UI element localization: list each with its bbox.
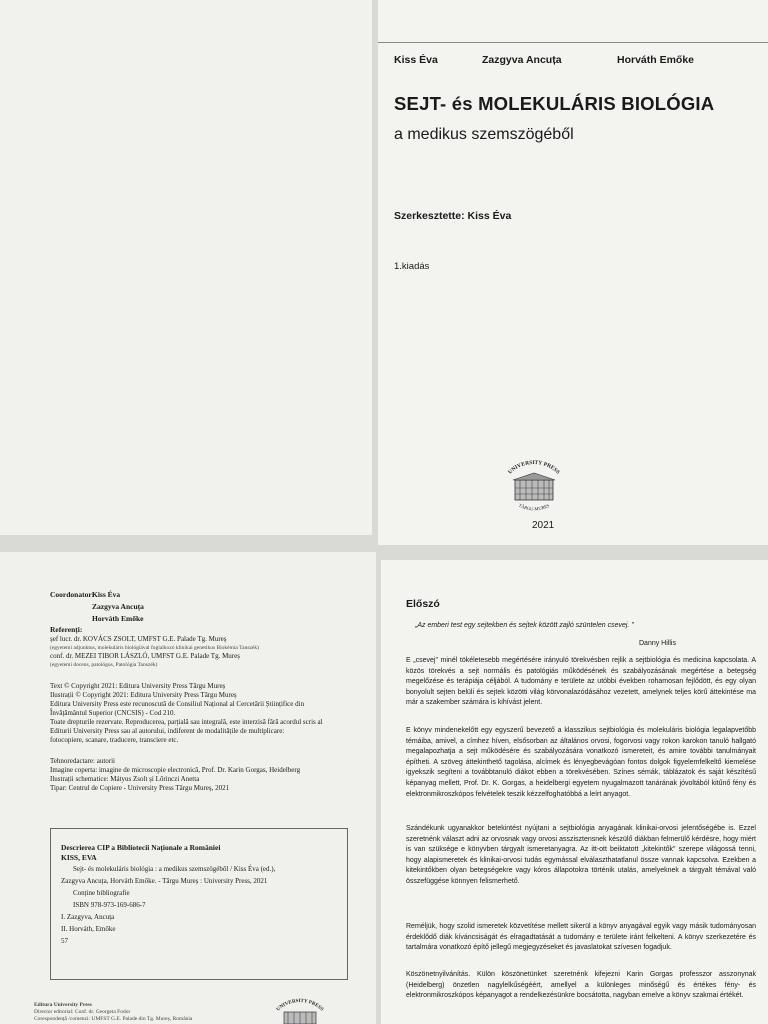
preface-paragraph: Reméljük, hogy szolid ismeretek közvetítése mellett sikerül a könyv anyagával egyik vagy másik tudományosan érdeklődő diák kíváncsiságát és elragadtatását a tudomány e területe iránt felkelteni. A könyv szerkezetére és tartalmára vonatkozó építő jellegű megjegyzéseket és javaslatokat szívesen fogadjuk. [406, 923, 756, 952]
credits-line: Imagine coperta: imagine de microscopie electronică, Prof. Dr. Karin Gorgas, Heidelberg [50, 766, 301, 774]
footer-line: Corespondență /comenzi: UMFST G.E. Palade din Tg. Mureș, România [34, 1016, 193, 1022]
publication-year: 2021 [532, 520, 555, 531]
publisher-logo-top-text: UNIVERSITY PRESS [507, 459, 561, 476]
preface-paragraph: Köszönetnyilvánítás. Külön köszönetünket szeretnénk kifejezni Karin Gorgas professzor asszonynak (Heidelberg) önzetlen nagylelkűségéért, amellyel a különleges minőségű és értékes fény- és elektronmikroszkópos képanyagot a rendelkezésünkre bocsátotta, nagyban emelve a könyv szakmai értékét. [406, 971, 756, 1000]
copyright-line: Învățământul Superior (CNCSIS) - Cod 210. [50, 709, 176, 717]
book-title: SEJT- és MOLEKULÁRIS BIOLÓGIA [394, 93, 715, 114]
credits-line: Tehnoredactare: autorii [50, 757, 116, 765]
copyright-line: fotocopiere, scanare, traducere, transciere etc. [50, 736, 179, 744]
preface-heading: Előszó [406, 598, 440, 610]
copyright-line: Editura University Press este recunoscută de Consiliul Național al Cercetării Științifice din [50, 700, 305, 708]
cip-box [50, 828, 348, 980]
author-1: Kiss Éva [394, 54, 438, 66]
epigraph-author: Danny Hillis [639, 640, 676, 647]
preface-paragraph: E könyv mindenekelőtt egy egyszerű bevezető a klasszikus sejtbiológia és molekuláris biológia legalapvetőbb témáiba, amivel, a címhez híven, elsősorban az általános orvosi, fogorvosi vagy rokon karokon tanuló hallgató megalapozhatja a sejt működésére és szabályozására vonatkozó ismereteit, és amire további tanulmányait építheti. A szöveg áttekinthető tagolása, alcímek és lényegbevágóan fontos dolgok figyelemfelkeltő kiemelése igyekszik segíteni a továbbtanuló diákot ebben a törekvésében. Színes sémák, táblázatok és saját készítésű képanyag mellett, Prof. Dr. K. Gorgas, a heidelbergi egyetem nyugalmazott tanárának jóvoltából kitűnő fény és elektronmikroszkópos felvételek teszik kézzelfoghatóbbá a leírt anyagot. [406, 727, 756, 798]
epigraph-quote: „Az emberi test egy sejtekben és sejtek között zajló szüntelen csevej. " [415, 622, 634, 629]
referee-2: conf. dr. MEZEI TIBOR LÁSZLÓ, UMFST G.E. Palade Tg. Mureș [50, 652, 240, 660]
edition-label: 1.kiadás [394, 261, 430, 272]
cip-class: 57 [61, 937, 68, 945]
cip-author: KISS, EVA [61, 853, 97, 862]
credits-line: Tipar: Centrul de Copiere - University Press Târgu Mureș, 2021 [50, 784, 230, 792]
footer-line: Editura University Press [34, 1002, 92, 1008]
author-2: Zazgyva Ancuța [482, 54, 562, 66]
cip-line: Zazgyva Ancuța, Horváth Emőke. - Târgu Mureș : University Press, 2021 [61, 877, 268, 885]
copyright-line: Toate drepturile rezervate. Reproducerea, parțială sau integrală, este interzisă fără acordul scris al [50, 718, 323, 726]
coordinator-label: Coordonator: [50, 590, 95, 599]
footer-line: Director editorial: Conf. dr. Georgeta Fodor [34, 1009, 131, 1015]
svg-text:TÂRGU-MUREȘ [518, 503, 551, 512]
cip-line: Conține bibliografie [73, 889, 130, 897]
copyright-line: Ilustrații © Copyright 2021: Editura University Press Târgu Mureș [50, 691, 237, 699]
book-subtitle: a medikus szemszögéből [394, 126, 574, 143]
publisher-logo-bottom-text: TÂRGU-MUREȘ [517, 502, 551, 512]
copyright-line: Editurii University Press sau al autorului, indiferent de modalitățile de multiplicare: [50, 727, 285, 735]
referee-1-note: (egyetemi adjunktus, molekuláris biológiával foglalkozó klinikai genetikus Biokémia Tanszék) [50, 645, 259, 651]
header-rule [378, 42, 768, 43]
referee-1: șef lucr. dr. KOVÁCS ZSOLT, UMFST G.E. Palade Tg. Mureș [50, 635, 227, 643]
coordinator-1: Kiss Éva [92, 590, 121, 599]
editor-line: Szerkesztette: Kiss Éva [394, 210, 512, 222]
blank-page [0, 0, 372, 535]
preface-page [381, 560, 768, 1024]
referees-label: Referenți: [50, 625, 83, 634]
imprint-page [0, 552, 376, 1024]
author-3: Horváth Emőke [617, 54, 695, 66]
publisher-logo [496, 458, 572, 516]
preface-paragraph: Szándékunk ugyanakkor betekintést nyújtani a sejtbiológia anyagának klinikai-orvosi jelentőségébe is. Ezzel szeretnénk választ adni az orvosnak vagy orvosi asszisztensnek készülő diákban felmerülő kérdésre, hogy miért is van szüksége e könyvben tárgyalt ismeretanyagra. Az itt-ott beiktatott „kitekintők" szerepe világossá tenni, hogy alapismeretek és klinikai-orvosi tudás egymással elválaszthatatlanul össze vannak kapcsolva. Ezekben a kitekintőkben olyan betegségekre vagy kóros állapotokra történik utalás, amelyeknek a tárgyalt témával való összefüggése könnyen felismerhető. [406, 825, 756, 885]
cip-line: II. Horváth, Emőke [61, 925, 116, 933]
credits-line: Ilustrații schematice: Mátyus Zsolt și Lőrinczi Anetta [50, 775, 200, 783]
copyright-line: Text © Copyright 2021: Editura University Press Târgu Mureș [50, 682, 226, 690]
footer-logo-text: UNIVERSITY PRESS [276, 998, 324, 1013]
referee-2-note: (egyetemi docens, patológus, Patológia Tanszék) [50, 662, 158, 668]
cip-heading: Descrierea CIP a Bibliotecii Naționale a României [61, 843, 221, 852]
title-page [378, 0, 768, 545]
cip-isbn: ISBN 978-973-169-686-7 [73, 901, 146, 909]
svg-text:UNIVERSITY PRESS [276, 999, 324, 1013]
footer-publisher-logo [268, 998, 332, 1024]
cip-line: Sejt- és molekuláris biológia : a medikus szemszögéből / Kiss Éva (ed.), [73, 865, 276, 873]
coordinator-2: Zazgyva Ancuța [92, 602, 144, 611]
coordinator-3: Horváth Emőke [92, 614, 144, 623]
cip-line: I. Zazgyva, Ancuța [61, 913, 115, 921]
preface-paragraph: E „csevej" minél tökéletesebb megértésére irányuló törekvésben rejlik a sejtbiológia és medicina kapcsolata. A közös törekvés a sejt normális és patológiás működésének és szabályozásának megértése a betegség megelőzése és terápiája céljából. A tudomány e területe az utóbbi években rohamosan fejlődött, és egy olyan bonyolult sejten belüli és sejtek közötti világ körvonalazódásához vezetett, amelynek teljes körű áttekintése ma már a szakember számára is kihívást jelent. [406, 657, 756, 707]
